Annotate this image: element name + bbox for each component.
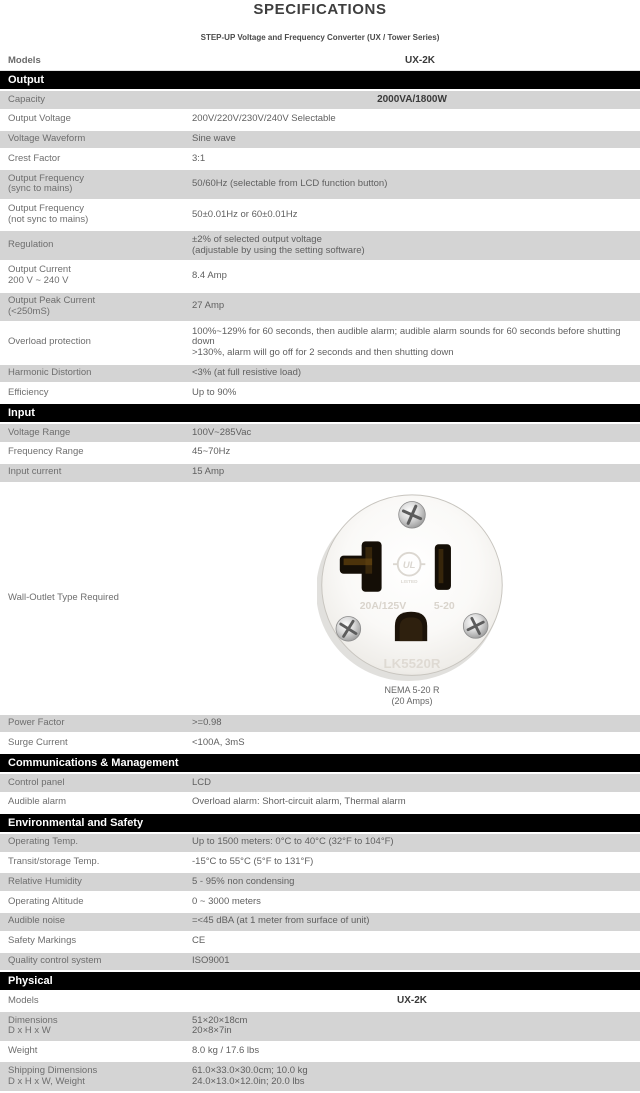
spec-row-value-line: 8.0 kg / 17.6 lbs: [192, 1045, 260, 1057]
spec-row: [0, 444, 640, 464]
spec-row-label-line: Output Frequency: [8, 203, 85, 215]
spec-row-value-line: 45~70Hz: [192, 446, 231, 458]
spec-row-value-line: -15°C to 55°C (5°F to 131°F): [192, 856, 314, 868]
spec-row: [0, 150, 640, 170]
spec-row-label: [0, 170, 192, 199]
spec-row-value: [192, 298, 640, 316]
spec-row: [0, 231, 640, 262]
svg-text:UL: UL: [402, 559, 416, 571]
spec-row: [0, 734, 640, 754]
spec-row-value: [192, 365, 640, 383]
spec-row-label-line: Models: [8, 994, 39, 1006]
spec-row-value-line: 100%~129% for 60 seconds, then audible alarm; audible alarm sounds for 60 seconds before shutting down: [192, 325, 621, 348]
svg-text:LISTED: LISTED: [400, 579, 418, 585]
spec-row-label: [0, 262, 192, 291]
spec-row-label-line: D x H x W, Weight: [8, 1075, 85, 1087]
spec-row-label-line: Wall-Outlet Type Required: [8, 591, 119, 603]
spec-row-label: [0, 91, 192, 109]
spec-row-label: [0, 834, 192, 852]
spec-row-value: [192, 424, 640, 442]
spec-row-label-line: Voltage Waveform: [8, 133, 86, 145]
spec-row-label-line: Power Factor: [8, 717, 65, 729]
spec-row-label: [0, 794, 192, 812]
spec-row-value-line: >130%, alarm will go off for 2 seconds and then shutting down: [192, 347, 454, 359]
spec-row-value-line: LCD: [192, 776, 212, 788]
models-header-row: [0, 50, 640, 71]
spec-row-label: [0, 992, 192, 1010]
spec-row-label-line: Control panel: [8, 776, 65, 788]
spec-row-label-line: Efficiency: [8, 386, 49, 398]
spec-row-value: [192, 267, 640, 285]
spec-row-label-line: Operating Temp.: [8, 836, 79, 848]
spec-row-label: [0, 424, 192, 442]
spec-row-value-line: 27 Amp: [192, 300, 225, 312]
spec-row-label: [0, 1012, 192, 1041]
spec-row-value: [192, 444, 640, 462]
spec-row-label: [0, 589, 192, 607]
outlet-embossed-right: 5-20: [433, 600, 455, 612]
spec-row-label-line: Output Current: [8, 264, 71, 276]
spec-row: [0, 774, 640, 794]
spec-row-value-line: Up to 90%: [192, 386, 237, 398]
spec-row-value: [192, 1043, 640, 1061]
spec-row-label: [0, 464, 192, 482]
spec-row: [0, 91, 640, 111]
spec-row-value: [192, 91, 640, 109]
spec-row-value: [192, 484, 640, 713]
spec-row: [0, 933, 640, 953]
spec-row-value: [192, 715, 640, 733]
spec-row-value: [192, 794, 640, 812]
spec-row-label: [0, 953, 192, 971]
spec-row-value-line: 20×8×7in: [192, 1025, 232, 1037]
models-header-label: Models: [8, 54, 41, 66]
spec-row-value-line: 0 ~ 3000 meters: [192, 895, 261, 907]
spec-row-value-line: 15 Amp: [192, 466, 225, 478]
spec-row-label-line: Crest Factor: [8, 152, 61, 164]
spec-row-value-line: 2000VA/1800W: [377, 93, 447, 105]
spec-row-label-line: (<250mS): [8, 305, 50, 317]
page-title: SPECIFICATIONS: [253, 1, 387, 18]
spec-row: [0, 893, 640, 913]
spec-row-label-line: (not sync to mains): [8, 214, 89, 226]
spec-row-value: [192, 111, 640, 129]
section-header-environmental: Environmental and Safety: [0, 814, 640, 834]
spec-row: [0, 424, 640, 444]
spec-row-value-line: 50/60Hz (selectable from LCD function button): [192, 178, 388, 190]
spec-row-label-line: Capacity: [8, 93, 45, 105]
spec-row-label: [0, 1043, 192, 1061]
section-header-communications: Communications & Management: [0, 754, 640, 774]
spec-row-value: [192, 893, 640, 911]
spec-row: [0, 992, 640, 1012]
spec-row-label: [0, 111, 192, 129]
spec-row-label-line: Output Frequency: [8, 172, 85, 184]
spec-row-label: [0, 734, 192, 752]
outlet-caption: [384, 685, 439, 708]
spec-row-value-line: =<45 dBA (at 1 meter from surface of unit): [192, 915, 370, 927]
page-subtitle: STEP-UP Voltage and Frequency Converter (UX / Tower Series): [200, 33, 440, 42]
spec-row-value: [192, 873, 640, 891]
spec-row-label-line: Regulation: [8, 239, 54, 251]
spec-row-value-line: 3:1: [192, 152, 206, 164]
spec-row-value-line: (adjustable by using the setting software): [192, 244, 365, 256]
outlet-caption-line2: (20 Amps): [391, 696, 433, 707]
spec-row-label-line: Overload protection: [8, 336, 91, 348]
spec-row: [0, 854, 640, 874]
nema-outlet-image: [317, 492, 507, 682]
spec-row: [0, 953, 640, 973]
spec-row: [0, 1043, 640, 1063]
spec-row-value: [192, 854, 640, 872]
ground-hole: [395, 611, 427, 640]
spec-row-label-line: D x H x W: [8, 1025, 51, 1037]
spec-row-value-line: <3% (at full resistive load): [192, 367, 302, 379]
spec-row-label-line: Quality control system: [8, 955, 102, 966]
spec-row-label-line: Relative Humidity: [8, 875, 82, 887]
spec-row-value-line: Overload alarm: Short-circuit alarm, Thermal alarm: [192, 796, 406, 808]
spec-row-value-line: 51×20×18cm: [192, 1014, 248, 1026]
spec-row-label: [0, 1062, 192, 1091]
spec-row: [0, 131, 640, 151]
spec-row-value: [192, 734, 640, 752]
spec-row: [0, 715, 640, 735]
spec-row-label-line: Operating Altitude: [8, 895, 84, 907]
spec-row-label: [0, 150, 192, 168]
spec-row-label-line: Safety Markings: [8, 935, 77, 947]
spec-row-value-line: Up to 1500 meters: 0°C to 40°C (32°F to 104°F): [192, 836, 394, 848]
spec-row-value-line: 5 - 95% non condensing: [192, 875, 295, 887]
spec-row-value: [192, 1012, 640, 1041]
spec-row: [0, 464, 640, 484]
section-header-physical: Physical: [0, 972, 640, 992]
spec-row: [0, 1062, 640, 1093]
spec-row: [0, 201, 640, 232]
spec-row-value: [192, 1062, 640, 1091]
spec-row: [0, 794, 640, 814]
spec-row-value: [192, 206, 640, 224]
spec-row-value-line: 61.0×33.0×30.0cm; 10.0 kg: [192, 1064, 308, 1076]
spec-row-value: [192, 933, 640, 951]
spec-row-value-line: 100V~285Vac: [192, 426, 252, 438]
spec-row: [0, 262, 640, 293]
spec-row-value: [192, 323, 640, 362]
spec-table: [0, 71, 640, 1093]
models-header-value: UX-2K: [404, 54, 435, 66]
spec-row-label-line: Audible alarm: [8, 796, 67, 808]
spec-row-label: [0, 334, 192, 352]
spec-row: [0, 293, 640, 324]
spec-row-label: [0, 893, 192, 911]
spec-row: [0, 484, 640, 715]
outlet-caption-line1: NEMA 5-20 R: [384, 684, 440, 695]
spec-row-value: [192, 834, 640, 852]
spec-row-value: [192, 464, 640, 482]
spec-row-value-line: 8.4 Amp: [192, 269, 227, 281]
spec-row-value: [192, 176, 640, 194]
spec-row: [0, 834, 640, 854]
spec-row-label-line: Frequency Range: [8, 446, 84, 458]
spec-row-label-line: Input current: [8, 466, 62, 478]
outlet-embossed-left: 20A/125V: [359, 600, 407, 612]
spec-row-value: [192, 150, 640, 168]
section-header-input: Input: [0, 404, 640, 424]
spec-row-value: [192, 131, 640, 149]
spec-row: [0, 365, 640, 385]
spec-row-label-line: Transit/storage Temp.: [8, 856, 100, 868]
spec-row: [0, 111, 640, 131]
spec-row-value-line: ISO9001: [192, 955, 230, 966]
spec-row: [0, 1012, 640, 1043]
spec-row-value: [192, 231, 640, 260]
spec-row-label: [0, 774, 192, 792]
spec-row-label: [0, 444, 192, 462]
spec-row-value-line: 200V/220V/230V/240V Selectable: [192, 113, 336, 125]
spec-row-label-line: Output Peak Current: [8, 295, 96, 307]
spec-row-label: [0, 131, 192, 149]
spec-row-label-line: Voltage Range: [8, 426, 71, 438]
spec-row-label-line: 200 V ~ 240 V: [8, 275, 69, 287]
hot-slot: [435, 544, 451, 590]
spec-row-label-line: Shipping Dimensions: [8, 1064, 98, 1076]
screw-left-icon: [336, 616, 361, 641]
spec-row-label-line: Weight: [8, 1045, 38, 1057]
spec-row-label: [0, 913, 192, 931]
spec-row-label-line: Surge Current: [8, 736, 68, 748]
spec-row-value: [192, 774, 640, 792]
spec-row-label: [0, 384, 192, 402]
spec-row-value-line: >=0.98: [192, 717, 222, 729]
spec-row-value-line: UX-2K: [396, 994, 427, 1006]
spec-row-value: [192, 913, 640, 931]
spec-row-label-line: Output Voltage: [8, 113, 71, 125]
spec-row-label: [0, 237, 192, 255]
spec-row-value: [192, 953, 640, 971]
spec-row-label: [0, 293, 192, 322]
spec-row-value-line: CE: [192, 935, 206, 947]
spec-row-value-line: ±2% of selected output voltage: [192, 233, 322, 245]
spec-row: [0, 913, 640, 933]
spec-row-label: [0, 873, 192, 891]
spec-row-label-line: Harmonic Distortion: [8, 367, 92, 379]
spec-row-label: [0, 933, 192, 951]
section-header-output: Output: [0, 71, 640, 91]
spec-row-label-line: Dimensions: [8, 1014, 58, 1026]
spec-row-value-line: 24.0×13.0×12.0in; 20.0 lbs: [192, 1075, 305, 1087]
spec-row-label: [0, 365, 192, 383]
spec-row-value-line: 50±0.01Hz or 60±0.01Hz: [192, 208, 298, 220]
spec-row: [0, 323, 640, 364]
spec-row-label: [0, 201, 192, 230]
spec-row: [0, 170, 640, 201]
spec-row: [0, 384, 640, 404]
spec-row-label-line: Audible noise: [8, 915, 66, 927]
spec-row-value-line: <100A, 3mS: [192, 736, 245, 748]
spec-row-label-line: (sync to mains): [8, 183, 73, 195]
spec-row: [0, 873, 640, 893]
screw-right-icon: [463, 613, 488, 638]
spec-row-label: [0, 715, 192, 733]
spec-row-label: [0, 854, 192, 872]
spec-row-value-line: Sine wave: [192, 133, 236, 145]
outlet-embossed-bottom: LK5520R: [383, 655, 441, 671]
screw-top-icon: [399, 501, 426, 528]
spec-row-value: [192, 992, 640, 1010]
spec-row-value: [192, 384, 640, 402]
